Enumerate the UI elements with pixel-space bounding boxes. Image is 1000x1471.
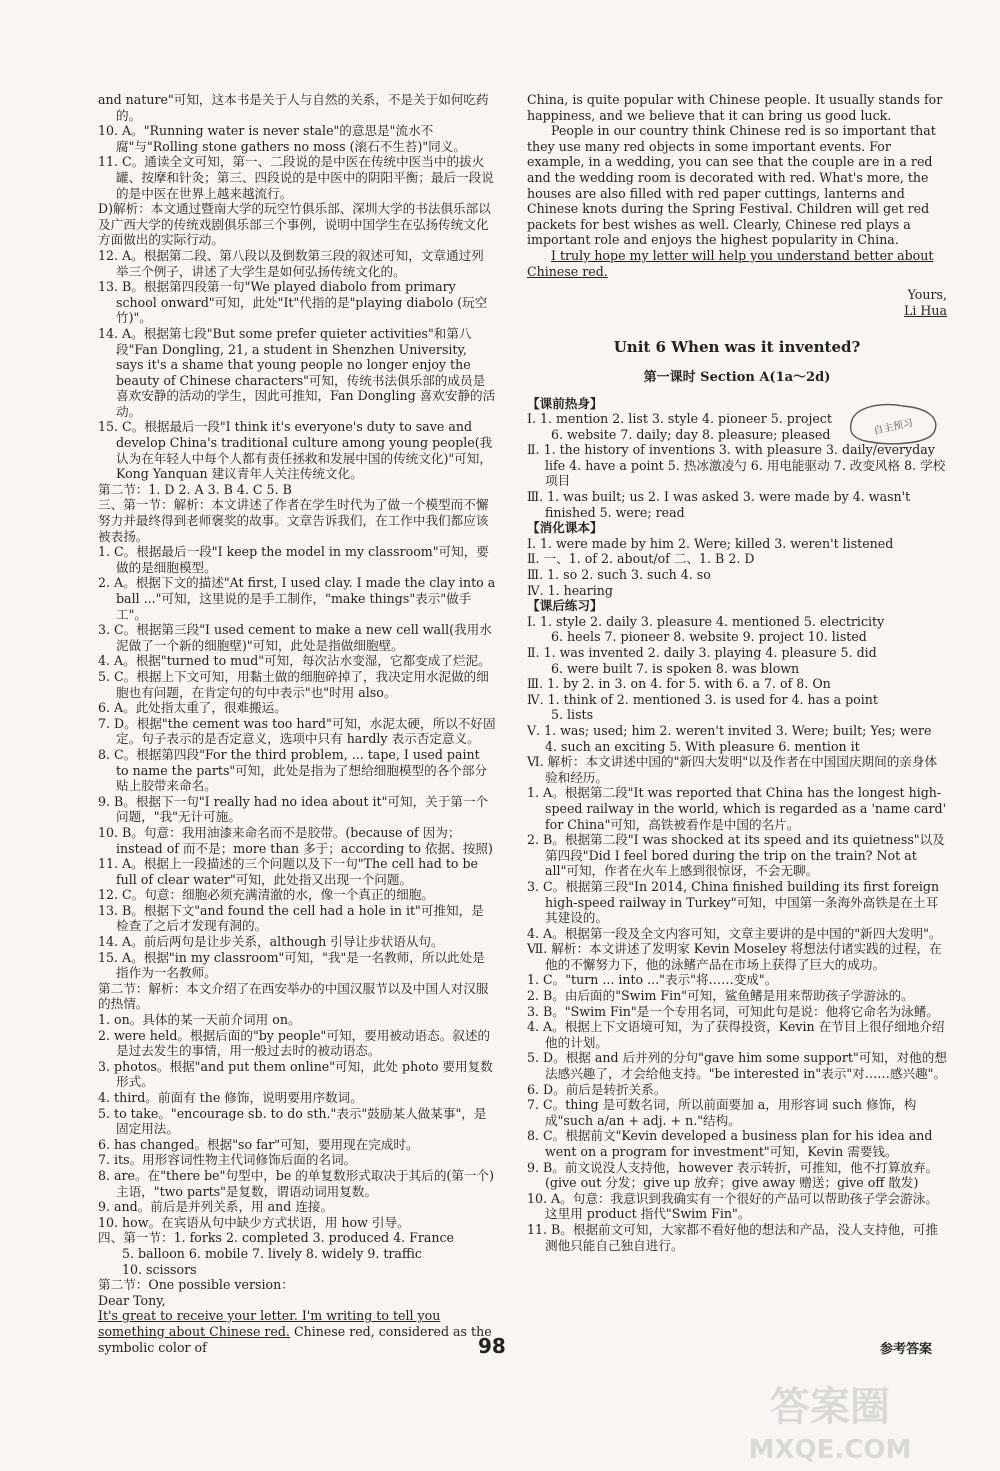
answer-line: 7. C。thing 是可数名词，所以前面要加 a，用形容词 such 修饰，构成"such a/an + adj. + n."结构。 (527, 1097, 917, 1128)
answer-line: 1. C。"turn ... into ..."表示"将……变成"。 (527, 972, 778, 988)
answer-line: 15. C。根据最后一段"I think it's everyone's duty to save and develop China's traditional culture among young people(我认为在年轻人中每个人都有责任拯救和发展中国的传统文化)"可知，Kong Yanquan 建议青年人关注传统文化。 (98, 419, 493, 482)
answer-line: 9. and。前后是并列关系，用 and 连接。 (98, 1199, 334, 1215)
answer-line: 4. A。根据上下文语境可知，为了获得投资，Kevin 在节目上很仔细地介绍他的计划。 (527, 1019, 945, 1050)
answer-line: D)解析：本文通过暨南大学的玩空竹俱乐部、深圳大学的书法俱乐部以及广西大学的传统戏剧俱乐部三个事例，说明中国学生在弘扬传统文化方面做出的实际行动。 (98, 201, 491, 248)
letter-opening-underlined: It's great to receive your letter. I'm writing to tell you something about Chinese red. (98, 1308, 441, 1339)
letter-signature: Li Hua (904, 302, 947, 318)
answer-line: 8. are。在"there be"句型中，be 的单复数形式取决于其后的(第一个)主语，"two parts"是复数，谓语动词用复数。 (98, 1167, 495, 1199)
answer-line: Ⅱ. 1. the history of inventions 3. with pleasure 3. daily/everyday life 4. have a point 5. 热冰激凌勺 6. 用电能驱动 7. 改变风格 8. 学校项目 (527, 442, 946, 489)
answer-line: 9. B。前文说没人支持他，however 表示转折，可推知，他不打算放弃。(give out 分发；give up 放弃；give away 赠送；give off 散发) (527, 1159, 939, 1191)
answer-line: 7. D。根据"the cement was too hard"可知，水泥太硬，所以不好固定。句子表示的是否定意义，选项中只有 hardly 表示否定意义。 (98, 715, 496, 747)
answer-line: and nature"可知，这本书是关于人与自然的关系，不是关于如何吃药的。 (98, 92, 489, 123)
answer-line: Ⅱ. 一、1. of 2. about/of 二、1. B 2. D (527, 551, 755, 567)
answer-line: 10. scissors (122, 1261, 197, 1277)
answer-line: 9. B。根据下一句"I really had no idea about it"可知，关于第一个问题，"我"无计可施。 (98, 793, 489, 825)
answer-line: 12. C。句意：细胞必须充满清澈的水，像一个真正的细胞。 (98, 887, 434, 903)
answer-line: 2. B。根据第二段"I was shocked at its speed and its quietness"以及第四段"Did I feel bored during the trip on the train? Not at all"可知，作者在火车上感到很惊讶，不会无聊。 (527, 832, 945, 879)
answer-line: Ⅲ. 1. was built; us 2. I was asked 3. were made by 4. wasn't finished 5. were; read (527, 489, 911, 520)
answer-line: Ⅲ. 1. by 2. in 3. on 4. for 5. with 6. a 7. of 8. On (527, 676, 831, 692)
answer-line: 14. A。根据第七段"But some prefer quieter activities"和第八段"Fan Dongling, 21, a student in Shenzhen University, says it's a shame that young people no longer enjoy the beauty of Chinese characters"可知，传统书法俱乐部的成员是喜欢安静的活动的学生，因此可推知，Fan Dongling 喜欢安静的活动。 (98, 325, 496, 419)
answer-line: 6. A。此处指太重了，很难搬运。 (98, 700, 287, 716)
answer-line: Ⅱ. 1. was invented 2. daily 3. playing 4. pleasure 5. did (527, 645, 877, 660)
self-study-stamp-icon (843, 400, 943, 448)
letter-opening-rest: Chinese red, considered as the symbolic color of (98, 1323, 492, 1355)
answer-line: 第二节：1. D 2. A 3. B 4. C 5. B (98, 481, 292, 497)
answer-line: 3. C。根据第三段"I used cement to make a new cell wall(我用水泥做了一个新的细胞壁)"可知，此处是指做细胞壁。 (98, 622, 492, 653)
answer-line: Ⅰ. 1. style 2. daily 3. pleasure 4. mentioned 5. electricity (527, 613, 885, 629)
answer-line: 10. A。句意：我意识到我确实有一个很好的产品可以帮助孩子学会游泳。这里用 product 指代"Swim Fin"。 (527, 1190, 938, 1222)
letter-body (527, 92, 947, 248)
answer-line: 第二节：One possible version： (98, 1277, 294, 1293)
answer-line: 14. A。前后两句是让步关系，although 引导让步状语从句。 (98, 934, 444, 950)
answer-line: 10. how。在宾语从句中缺少方式状语，用 how 引导。 (98, 1214, 410, 1230)
answer-line: 【消化课本】 (527, 520, 603, 536)
answer-line: 【课前热身】 (527, 395, 603, 411)
answer-line: 四、第一节：1. forks 2. completed 3. produced 4. France (98, 1230, 454, 1246)
answer-line: 6. has changed。根据"so far"可知，要用现在完成时。 (98, 1136, 419, 1152)
answer-line: 11. C。通读全文可知，第一、二段说的是中医在传统中医当中的拔火罐、按摩和针灸；第三、四段说的是中医中的阴阳平衡；最后一段说的是中医在世界上越来越流行。 (98, 154, 494, 201)
answer-line: 12. A。根据第二段、第八段以及倒数第三段的叙述可知，文章通过列举三个例子，讲述了大学生是如何弘扬传统文化的。 (98, 247, 484, 279)
answer-line: Ⅴ. 1. was; used; him 2. weren't invited 3. Were; built; Yes; were 4. such an exciting 5. With pleasure 6. mention it (527, 722, 932, 754)
page-number: 98 (478, 1334, 506, 1358)
watermark-text: 答案圈 (770, 1384, 890, 1430)
answer-line: 10. B。句意：我用油漆来命名而不是胶带。(because of 因为；instead of 而不是；more than 多于；according to 依据、按照) (98, 824, 493, 856)
answer-line: 13. B。根据第四段第一句"We played diabolo from primary school onward"可知，此处"It"代指的是"playing diabolo (玩空竹)"。 (98, 279, 488, 326)
answer-line: 5. to take。"encourage sb. to do sth."表示"鼓励某人做某事"，是固定用法。 (98, 1105, 487, 1137)
answer-line: Dear Tony, (98, 1292, 166, 1308)
answer-line: 4. A。根据"turned to mud"可知，每次沾水变湿，它都变成了烂泥。 (98, 653, 491, 669)
watermark-url: MXQE.COM (748, 1435, 912, 1465)
answer-line: 2. B。由后面的"Swim Fin"可知，鲨鱼鳍是用来帮助孩子学游泳的。 (527, 988, 914, 1004)
answer-line: 1. A。根据第二段"It was reported that China has the longest high-speed railway in the world, which is regarded as a 'name card' for China"可知，高铁被看作是中国的名片。 (527, 785, 947, 832)
answer-line: Ⅰ. 1. mention 2. list 3. style 4. pioneer 5. project (527, 411, 832, 427)
answer-line: Ⅳ. 1. think of 2. mentioned 3. is used for 4. has a point (527, 691, 878, 707)
answer-line: 4. third。前面有 the 修饰，说明要用序数词。 (98, 1090, 363, 1105)
answer-line: 5. C。根据上下文可知，用黏土做的细胞碎掉了，我决定用水泥做的细胞也有问题，在肯定句的句中表示"也"时用 also。 (98, 668, 489, 700)
letter-opening (98, 1308, 496, 1355)
section-title: 第一课时 Section A(1a～2d) (643, 369, 831, 385)
answer-line: 第二节：解析：本文介绍了在西安举办的中国汉服节以及中国人对汉服的热情。 (98, 980, 489, 1012)
answer-line: 5. balloon 6. mobile 7. lively 8. widely 9. traffic (122, 1245, 422, 1261)
letter-paragraph: China, is quite popular with Chinese people. It usually stands for happiness, and we believe that it can bring us good luck. (527, 92, 943, 123)
answer-line: 6. D。前后是转折关系。 (527, 1081, 667, 1097)
answer-line: 三、第一节：解析：本文讲述了作者在学生时代为了做一个模型而不懈努力并最终得到老师褒奖的故事。文章告诉我们，在工作中我们都应该被表扬。 (98, 497, 489, 544)
footer-label: 参考答案 (880, 1342, 933, 1357)
answer-line: 3. B。"Swim Fin"是一个专用名词，可知此句是说：他将它命名为泳鳍。 (527, 1003, 939, 1019)
letter-closing: I truly hope my letter will help you understand better about Chinese red. (527, 247, 934, 279)
answer-line: 7. its。用形容词性物主代词修饰后面的名词。 (98, 1152, 357, 1168)
stamp-text: 自主预习 (872, 417, 915, 438)
letter-signoff: Yours, (907, 287, 947, 303)
answer-line: 4. A。根据第一段及全文内容可知，文章主要讲的是中国的"新四大发明"。 (527, 925, 942, 941)
answer-line: 6. heels 7. pioneer 8. website 9. project 10. listed (551, 629, 867, 645)
answer-line: 2. were held。根据后面的"by people"可知，要用被动语态。叙述的是过去发生的事情，用一般过去时的被动语态。 (98, 1027, 491, 1059)
answer-line: 1. on。具体的某一天前介词用 on。 (98, 1012, 301, 1028)
letter-paragraph: People in our country think Chinese red is so important that they use many red objects in some important events. For example, in a wedding, you can see that the couple are in a red and the wedding room is decorated with red. What's more, the houses are also filled with red paper cuttings, lanterns and Chinese knots during the Spring Festival. Children will get red packets for best wishes as well. Clearly, Chinese red plays a important role and enjoys the highest popularity in China. (527, 123, 936, 248)
answer-line: 5. lists (551, 707, 594, 723)
answer-line: 11. B。根据前文可知，大家都不看好他的想法和产品，没人支持他，可推测他只能自己独自进行。 (527, 1221, 939, 1253)
answer-line: 【课后练习】 (527, 598, 603, 614)
answer-line: Ⅵ. 解析：本文讲述中国的"新四大发明"以及作者在中国国庆期间的亲身体验和经历。 (527, 754, 938, 785)
watermark-logo (700, 1370, 960, 1470)
answer-line: 10. A。"Running water is never stale"的意思是"流水不腐"与"Rolling stone gathers no moss (滚石不生苔)"同义。 (98, 123, 466, 154)
answer-line: Ⅶ. 解析：本文讲述了发明家 Kevin Moseley 将想法付诸实践的过程，在他的不懈努力下，他的泳鳍产品在市场上获得了巨大的成功。 (527, 941, 942, 972)
answer-line: 6. website 7. daily; day 8. pleasure; pleased (551, 426, 831, 442)
answer-line: 3. C。根据第三段"In 2014, China finished building its first foreign high-speed railway in Turkey"可知，中国第一条海外高铁是在土耳其建设的。 (527, 878, 940, 926)
answer-line: Ⅳ. 1. hearing (527, 582, 613, 598)
answer-line: 1. C。根据最后一段"I keep the model in my classroom"可知，要做的是细胞模型。 (98, 544, 489, 575)
answer-line: Ⅲ. 1. so 2. such 3. such 4. so (527, 567, 711, 583)
answer-line: 8. C。根据前文"Kevin developed a business plan for his idea and went on a program for investment"可知，Kevin 需要钱。 (527, 1128, 933, 1159)
left-answer-list (98, 92, 496, 1308)
answer-line: Ⅰ. 1. were made by him 2. Were; killed 3. weren't listened (527, 535, 894, 551)
answer-line: 13. B。根据下文"and found the cell had a hole in it"可推知，是检查了之后才发现有洞的。 (98, 902, 484, 934)
answer-line: 3. photos。根据"and put them online"可知，此处 photo 要用复数形式。 (98, 1058, 493, 1090)
answer-line: 15. A。根据"in my classroom"可知，"我"是一名教师，所以此处是指作为一名教师。 (98, 949, 485, 981)
unit-title: Unit 6 When was it invented? (613, 338, 861, 357)
answer-line: 6. were built 7. is spoken 8. was blown (551, 660, 800, 676)
right-column (527, 92, 947, 1253)
left-column (98, 92, 496, 1355)
right-answer-list (527, 396, 947, 1254)
answer-line: 2. A。根据下文的描述"At first, I used clay. I made the clay into a ball ..."可知，这里说的是手工制作，"make things"表示"做手工"。 (98, 575, 496, 622)
answer-line: 5. D。根据 and 后并列的分句"gave him some support"可知，对他的想法感兴趣了，才会给他支持。"be interested in"表示"对……感兴趣"。 (527, 1050, 947, 1082)
answer-line: 8. C。根据第四段"For the third problem, ... tape, I used paint to name the parts"可知，此处是指为了想给细胞模型的各个部分贴上胶带来命名。 (98, 746, 488, 794)
answer-line: 11. A。根据上一段描述的三个问题以及下一句"The cell had to be full of clear water"可知，此处指又出现一个问题。 (98, 856, 478, 887)
